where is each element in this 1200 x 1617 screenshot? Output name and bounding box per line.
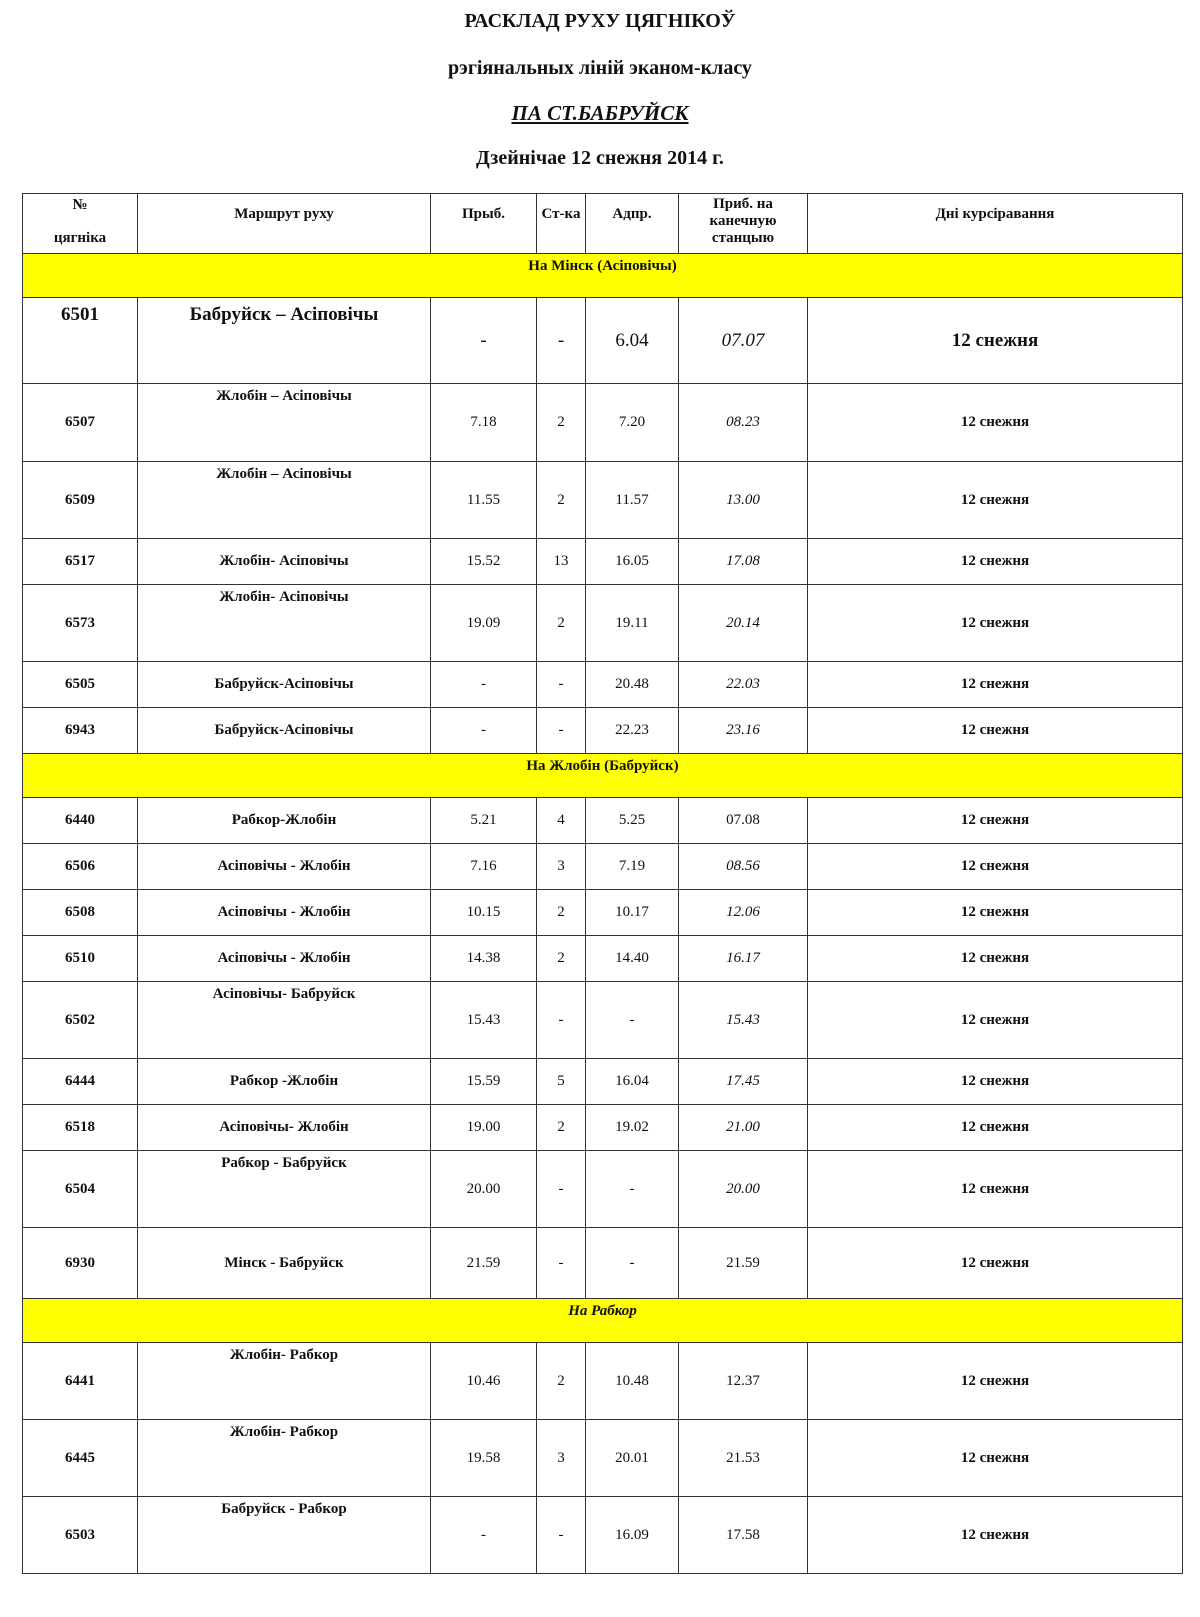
operating-days: 12 снежня (808, 662, 1183, 708)
schedule-table (22, 193, 1183, 1574)
departure-time: - (586, 982, 679, 1059)
table-row (23, 1228, 1183, 1299)
final-arrival-time: 08.23 (679, 384, 808, 462)
final-arrival-time: 21.59 (679, 1228, 808, 1299)
operating-days: 12 снежня (808, 539, 1183, 585)
table-header-row (23, 194, 1183, 254)
final-arrival-time: 20.14 (679, 585, 808, 662)
train-number: 6440 (23, 798, 138, 844)
header-arrival: Прыб. (431, 194, 537, 254)
operating-days: 12 снежня (808, 585, 1183, 662)
arrival-time: - (431, 298, 537, 384)
document-title: РАСКЛАД РУХУ ЦЯГНІКОЎ (464, 10, 736, 32)
arrival-time: 21.59 (431, 1228, 537, 1299)
table-row (23, 708, 1183, 754)
train-number: 6510 (23, 936, 138, 982)
operating-days: 12 снежня (808, 708, 1183, 754)
stop-duration: 4 (537, 798, 586, 844)
train-number: 6930 (23, 1228, 138, 1299)
stop-duration: 2 (537, 384, 586, 462)
header-final-arrival: Приб. на канечную станцыю (679, 194, 808, 254)
stop-duration: 2 (537, 585, 586, 662)
train-number: 6509 (23, 462, 138, 539)
header-departure: Адпр. (586, 194, 679, 254)
route-name: Жлобін- Асіповічы (138, 585, 431, 662)
header-stop: Ст-ка (537, 194, 586, 254)
arrival-time: 15.59 (431, 1059, 537, 1105)
final-arrival-time: 07.07 (679, 298, 808, 384)
stop-duration: 3 (537, 1420, 586, 1497)
operating-days: 12 снежня (808, 1497, 1183, 1574)
arrival-time: 19.09 (431, 585, 537, 662)
table-row (23, 384, 1183, 462)
stop-duration: - (537, 1497, 586, 1574)
stop-duration: - (537, 298, 586, 384)
arrival-time: 15.52 (431, 539, 537, 585)
arrival-time: 15.43 (431, 982, 537, 1059)
table-row (23, 1497, 1183, 1574)
stop-duration: 13 (537, 539, 586, 585)
final-arrival-time: 08.56 (679, 844, 808, 890)
train-number: 6943 (23, 708, 138, 754)
route-name: Жлобін- Рабкор (138, 1343, 431, 1420)
arrival-time: 10.46 (431, 1343, 537, 1420)
stop-duration: 2 (537, 890, 586, 936)
route-name: Бабруйск – Асіповічы (138, 298, 431, 384)
operating-days: 12 снежня (808, 1228, 1183, 1299)
arrival-time: 10.15 (431, 890, 537, 936)
final-arrival-time: 13.00 (679, 462, 808, 539)
operating-days: 12 снежня (808, 1420, 1183, 1497)
operating-days: 12 снежня (808, 1059, 1183, 1105)
departure-time: 5.25 (586, 798, 679, 844)
departure-time: 16.09 (586, 1497, 679, 1574)
route-name: Асіповічы - Жлобін (138, 890, 431, 936)
train-number: 6441 (23, 1343, 138, 1420)
departure-time: 16.05 (586, 539, 679, 585)
operating-days: 12 снежня (808, 298, 1183, 384)
stop-duration: - (537, 1228, 586, 1299)
train-number: 6444 (23, 1059, 138, 1105)
departure-time: 22.23 (586, 708, 679, 754)
departure-time: 11.57 (586, 462, 679, 539)
stop-duration: - (537, 982, 586, 1059)
train-number: 6506 (23, 844, 138, 890)
route-name: Асіповічы- Бабруйск (138, 982, 431, 1059)
table-row (23, 1151, 1183, 1228)
train-number: 6517 (23, 539, 138, 585)
table-row (23, 982, 1183, 1059)
arrival-time: - (431, 1497, 537, 1574)
departure-time: 6.04 (586, 298, 679, 384)
final-arrival-time: 15.43 (679, 982, 808, 1059)
header-num-symbol: № (72, 197, 88, 213)
departure-time: 7.20 (586, 384, 679, 462)
section-header-row (23, 754, 1183, 798)
arrival-time: 19.58 (431, 1420, 537, 1497)
station-name: ПА СТ.БАБРУЙСК (511, 101, 689, 125)
stop-duration: - (537, 1151, 586, 1228)
route-name: Асіповічы - Жлобін (138, 844, 431, 890)
operating-days: 12 снежня (808, 462, 1183, 539)
section-header-row (23, 1299, 1183, 1343)
arrival-time: 5.21 (431, 798, 537, 844)
train-number: 6504 (23, 1151, 138, 1228)
departure-time: 19.11 (586, 585, 679, 662)
section-title: На Рабкор (23, 1299, 1183, 1343)
train-number: 6505 (23, 662, 138, 708)
route-name: Жлобін – Асіповічы (138, 384, 431, 462)
table-row (23, 585, 1183, 662)
route-name: Рабкор - Бабруйск (138, 1151, 431, 1228)
stop-duration: 2 (537, 936, 586, 982)
final-arrival-time: 21.00 (679, 1105, 808, 1151)
header-num-label: цягніка (53, 230, 107, 246)
route-name: Жлобін – Асіповічы (138, 462, 431, 539)
table-row (23, 936, 1183, 982)
final-arrival-time: 17.08 (679, 539, 808, 585)
arrival-time: - (431, 708, 537, 754)
train-number: 6573 (23, 585, 138, 662)
table-row (23, 1420, 1183, 1497)
operating-days: 12 снежня (808, 1105, 1183, 1151)
arrival-time: 20.00 (431, 1151, 537, 1228)
stop-duration: 5 (537, 1059, 586, 1105)
operating-days: 12 снежня (808, 384, 1183, 462)
departure-time: 10.48 (586, 1343, 679, 1420)
operating-days: 12 снежня (808, 1343, 1183, 1420)
operating-days: 12 снежня (808, 890, 1183, 936)
train-number: 6508 (23, 890, 138, 936)
header-train-number (23, 194, 138, 254)
table-row (23, 798, 1183, 844)
table-row (23, 662, 1183, 708)
table-row (23, 1343, 1183, 1420)
section-header-row (23, 254, 1183, 298)
stop-duration: - (537, 708, 586, 754)
departure-time: 10.17 (586, 890, 679, 936)
operating-days: 12 снежня (808, 1151, 1183, 1228)
route-name: Бабруйск - Рабкор (138, 1497, 431, 1574)
train-number: 6518 (23, 1105, 138, 1151)
route-name: Жлобін- Рабкор (138, 1420, 431, 1497)
final-arrival-time: 07.08 (679, 798, 808, 844)
final-arrival-time: 20.00 (679, 1151, 808, 1228)
final-arrival-time: 23.16 (679, 708, 808, 754)
final-arrival-time: 21.53 (679, 1420, 808, 1497)
header-route: Маршрут руху (138, 194, 431, 254)
operating-days: 12 снежня (808, 936, 1183, 982)
operating-days: 12 снежня (808, 982, 1183, 1059)
stop-duration: 2 (537, 1105, 586, 1151)
final-arrival-time: 22.03 (679, 662, 808, 708)
route-name: Бабруйск-Асіповічы (138, 662, 431, 708)
table-row (23, 462, 1183, 539)
route-name: Асіповічы - Жлобін (138, 936, 431, 982)
train-number: 6507 (23, 384, 138, 462)
final-arrival-time: 12.06 (679, 890, 808, 936)
arrival-time: 7.16 (431, 844, 537, 890)
stop-duration: 2 (537, 1343, 586, 1420)
operating-days: 12 снежня (808, 798, 1183, 844)
table-row (23, 1105, 1183, 1151)
departure-time: - (586, 1151, 679, 1228)
departure-time: 20.01 (586, 1420, 679, 1497)
section-title: На Мінск (Асіповічы) (23, 254, 1183, 298)
stop-duration: - (537, 662, 586, 708)
table-row (23, 844, 1183, 890)
departure-time: 7.19 (586, 844, 679, 890)
departure-time: 19.02 (586, 1105, 679, 1151)
arrival-time: 7.18 (431, 384, 537, 462)
departure-time: 20.48 (586, 662, 679, 708)
route-name: Асіповічы- Жлобін (138, 1105, 431, 1151)
table-row (23, 1059, 1183, 1105)
train-number: 6501 (23, 298, 138, 384)
final-arrival-time: 12.37 (679, 1343, 808, 1420)
section-title: На Жлобін (Бабруйск) (23, 754, 1183, 798)
train-number: 6445 (23, 1420, 138, 1497)
final-arrival-time: 17.45 (679, 1059, 808, 1105)
departure-time: - (586, 1228, 679, 1299)
operating-days: 12 снежня (808, 844, 1183, 890)
route-name: Бабруйск-Асіповічы (138, 708, 431, 754)
header-days: Дні курсіравання (808, 194, 1183, 254)
route-name: Мінск - Бабруйск (138, 1228, 431, 1299)
arrival-time: 11.55 (431, 462, 537, 539)
final-arrival-time: 16.17 (679, 936, 808, 982)
document-subtitle: рэгіянальных ліній эканом-класу (448, 57, 752, 79)
valid-from-date: Дзейнічае 12 снежня 2014 г. (476, 147, 724, 169)
final-arrival-time: 17.58 (679, 1497, 808, 1574)
stop-duration: 3 (537, 844, 586, 890)
route-name: Рабкор -Жлобін (138, 1059, 431, 1105)
route-name: Жлобін- Асіповічы (138, 539, 431, 585)
arrival-time: 14.38 (431, 936, 537, 982)
table-row (23, 890, 1183, 936)
arrival-time: - (431, 662, 537, 708)
departure-time: 16.04 (586, 1059, 679, 1105)
train-number: 6502 (23, 982, 138, 1059)
route-name: Рабкор-Жлобін (138, 798, 431, 844)
table-row (23, 298, 1183, 384)
table-row (23, 539, 1183, 585)
train-number: 6503 (23, 1497, 138, 1574)
departure-time: 14.40 (586, 936, 679, 982)
arrival-time: 19.00 (431, 1105, 537, 1151)
stop-duration: 2 (537, 462, 586, 539)
